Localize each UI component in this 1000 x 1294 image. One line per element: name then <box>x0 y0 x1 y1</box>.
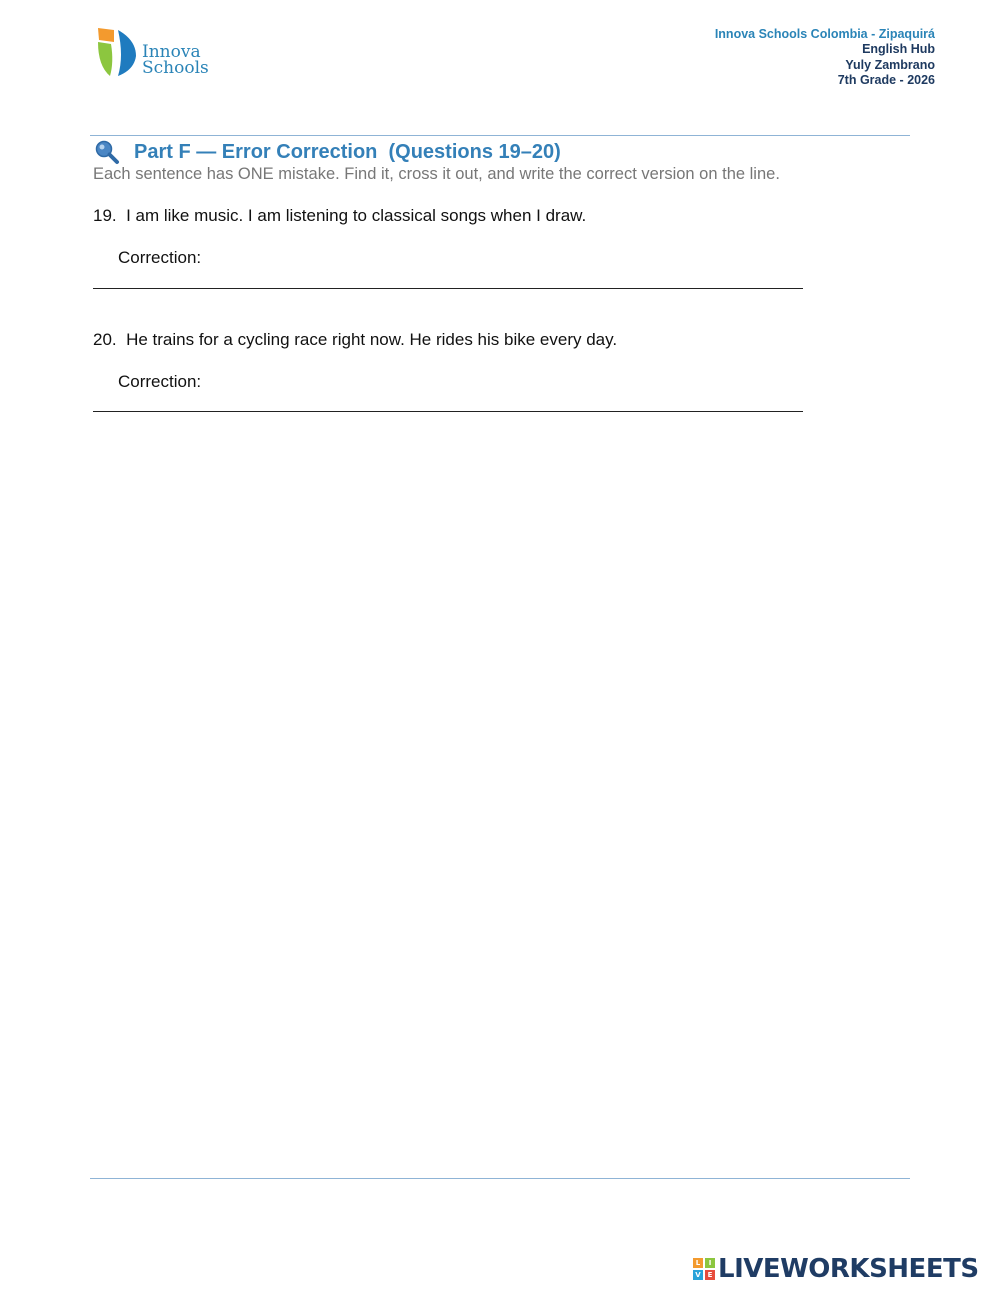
school-info <box>715 27 935 88</box>
innova-logo-mark-icon <box>96 26 140 80</box>
magnifier-icon <box>94 139 120 165</box>
innova-schools-logo <box>96 26 208 80</box>
section-title: Part F — Error Correction (Questions 19–20) <box>134 140 561 163</box>
correction-label-20: Correction: <box>118 372 202 391</box>
answer-line-19[interactable] <box>93 288 803 289</box>
section-header <box>94 139 561 165</box>
logo-text: Innova Schools <box>142 42 209 78</box>
answer-line-20[interactable] <box>93 411 803 412</box>
school-name: Innova Schools Colombia - Zipaquirá <box>714 27 935 41</box>
question-20: 20. He trains for a cycling race right now. He rides his bike every day. <box>93 330 618 349</box>
top-divider <box>90 135 910 136</box>
liveworksheets-logo <box>693 1254 979 1284</box>
liveworksheets-grid-icon: L I V E <box>693 1258 715 1280</box>
question-19: 19. I am like music. I am listening to classical songs when I draw. <box>93 206 587 225</box>
bottom-divider <box>90 1178 910 1179</box>
liveworksheets-brand-text: LIVEWORKSHEETS <box>718 1254 979 1284</box>
teacher-name: Yuly Zambrano <box>845 57 935 72</box>
section-instructions: Each sentence has ONE mistake. Find it, cross it out, and write the correct version on the line. <box>93 165 780 183</box>
department: English Hub <box>862 42 935 57</box>
correction-label-19: Correction: <box>118 248 202 267</box>
grade-year: 7th Grade - 2026 <box>837 72 935 87</box>
